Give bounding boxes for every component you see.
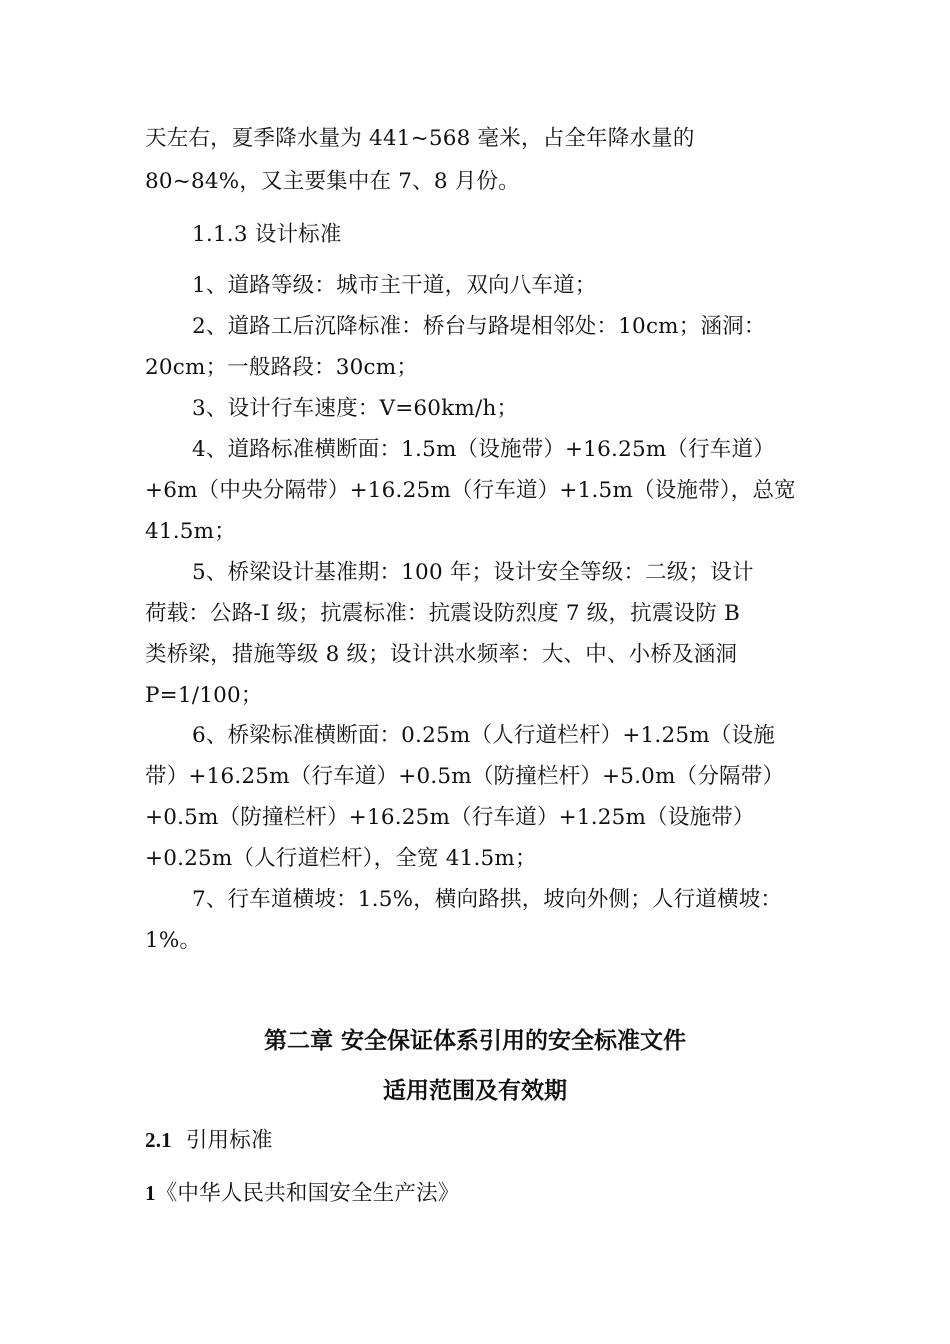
standard-item-5-line-2: 荷载：公路-I 级；抗震标准：抗震设防烈度 7 级，抗震设防 B <box>145 601 740 626</box>
reference-number: 1 <box>145 1181 156 1205</box>
standard-item-5-line-3: 类桥梁，措施等级 8 级；设计洪水频率：大、中、小桥及涵洞 <box>145 642 738 667</box>
standard-item-4-line-3: 41.5m； <box>145 519 236 544</box>
section-number: 2.1 <box>145 1128 172 1152</box>
standard-item-3: 3、设计行车速度：V=60km/h； <box>192 396 519 421</box>
standard-item-4-line-1: 4、道路标准横断面：1.5m（设施带）+16.25m（行车道） <box>192 437 775 462</box>
standard-item-6-line-2: 带）+16.25m（行车道）+0.5m（防撞栏杆）+5.0m（分隔带） <box>145 764 785 789</box>
standard-item-5-line-4: P=1/100； <box>145 683 263 708</box>
standard-item-7-line-2: 1%。 <box>145 928 202 953</box>
standard-item-2-line-2: 20cm；一般路段：30cm； <box>145 355 419 380</box>
section-heading-1-1-3: 1.1.3 设计标准 <box>192 222 342 247</box>
standard-item-6-line-1: 6、桥梁标准横断面：0.25m（人行道栏杆）+1.25m（设施 <box>192 723 775 748</box>
standard-item-4-line-2: +6m（中央分隔带）+16.25m（行车道）+1.5m（设施带），总宽 <box>145 478 796 503</box>
standard-item-6-line-3: +0.5m（防撞栏杆）+16.25m（行车道）+1.25m（设施带） <box>145 805 755 830</box>
section-heading-2-1 <box>145 1125 273 1156</box>
reference-title: 《中华人民共和国安全生产法》 <box>155 1181 460 1206</box>
chapter-title-line-1: 第二章 安全保证体系引用的安全标准文件 <box>263 1028 686 1054</box>
standard-item-6-line-4: +0.25m（人行道栏杆），全宽 41.5m； <box>145 846 537 871</box>
climate-line-2: 80~84%，又主要集中在 7、8 月份。 <box>145 169 520 194</box>
reference-item-1 <box>145 1178 460 1209</box>
standard-item-2-line-1: 2、道路工后沉降标准：桥台与路堤相邻处：10cm；涵洞： <box>192 314 766 339</box>
section-title: 引用标准 <box>185 1128 273 1153</box>
chapter-title-line-2: 适用范围及有效期 <box>383 1078 567 1104</box>
climate-line-1: 天左右，夏季降水量为 441~568 毫米，占全年降水量的 <box>145 126 695 151</box>
standard-item-5-line-1: 5、桥梁设计基准期：100 年；设计安全等级：二级；设计 <box>192 560 754 585</box>
standard-item-7-line-1: 7、行车道横坡：1.5%，横向路拱，坡向外侧；人行道横坡： <box>192 887 783 912</box>
standard-item-1: 1、道路等级：城市主干道，双向八车道； <box>192 273 597 298</box>
